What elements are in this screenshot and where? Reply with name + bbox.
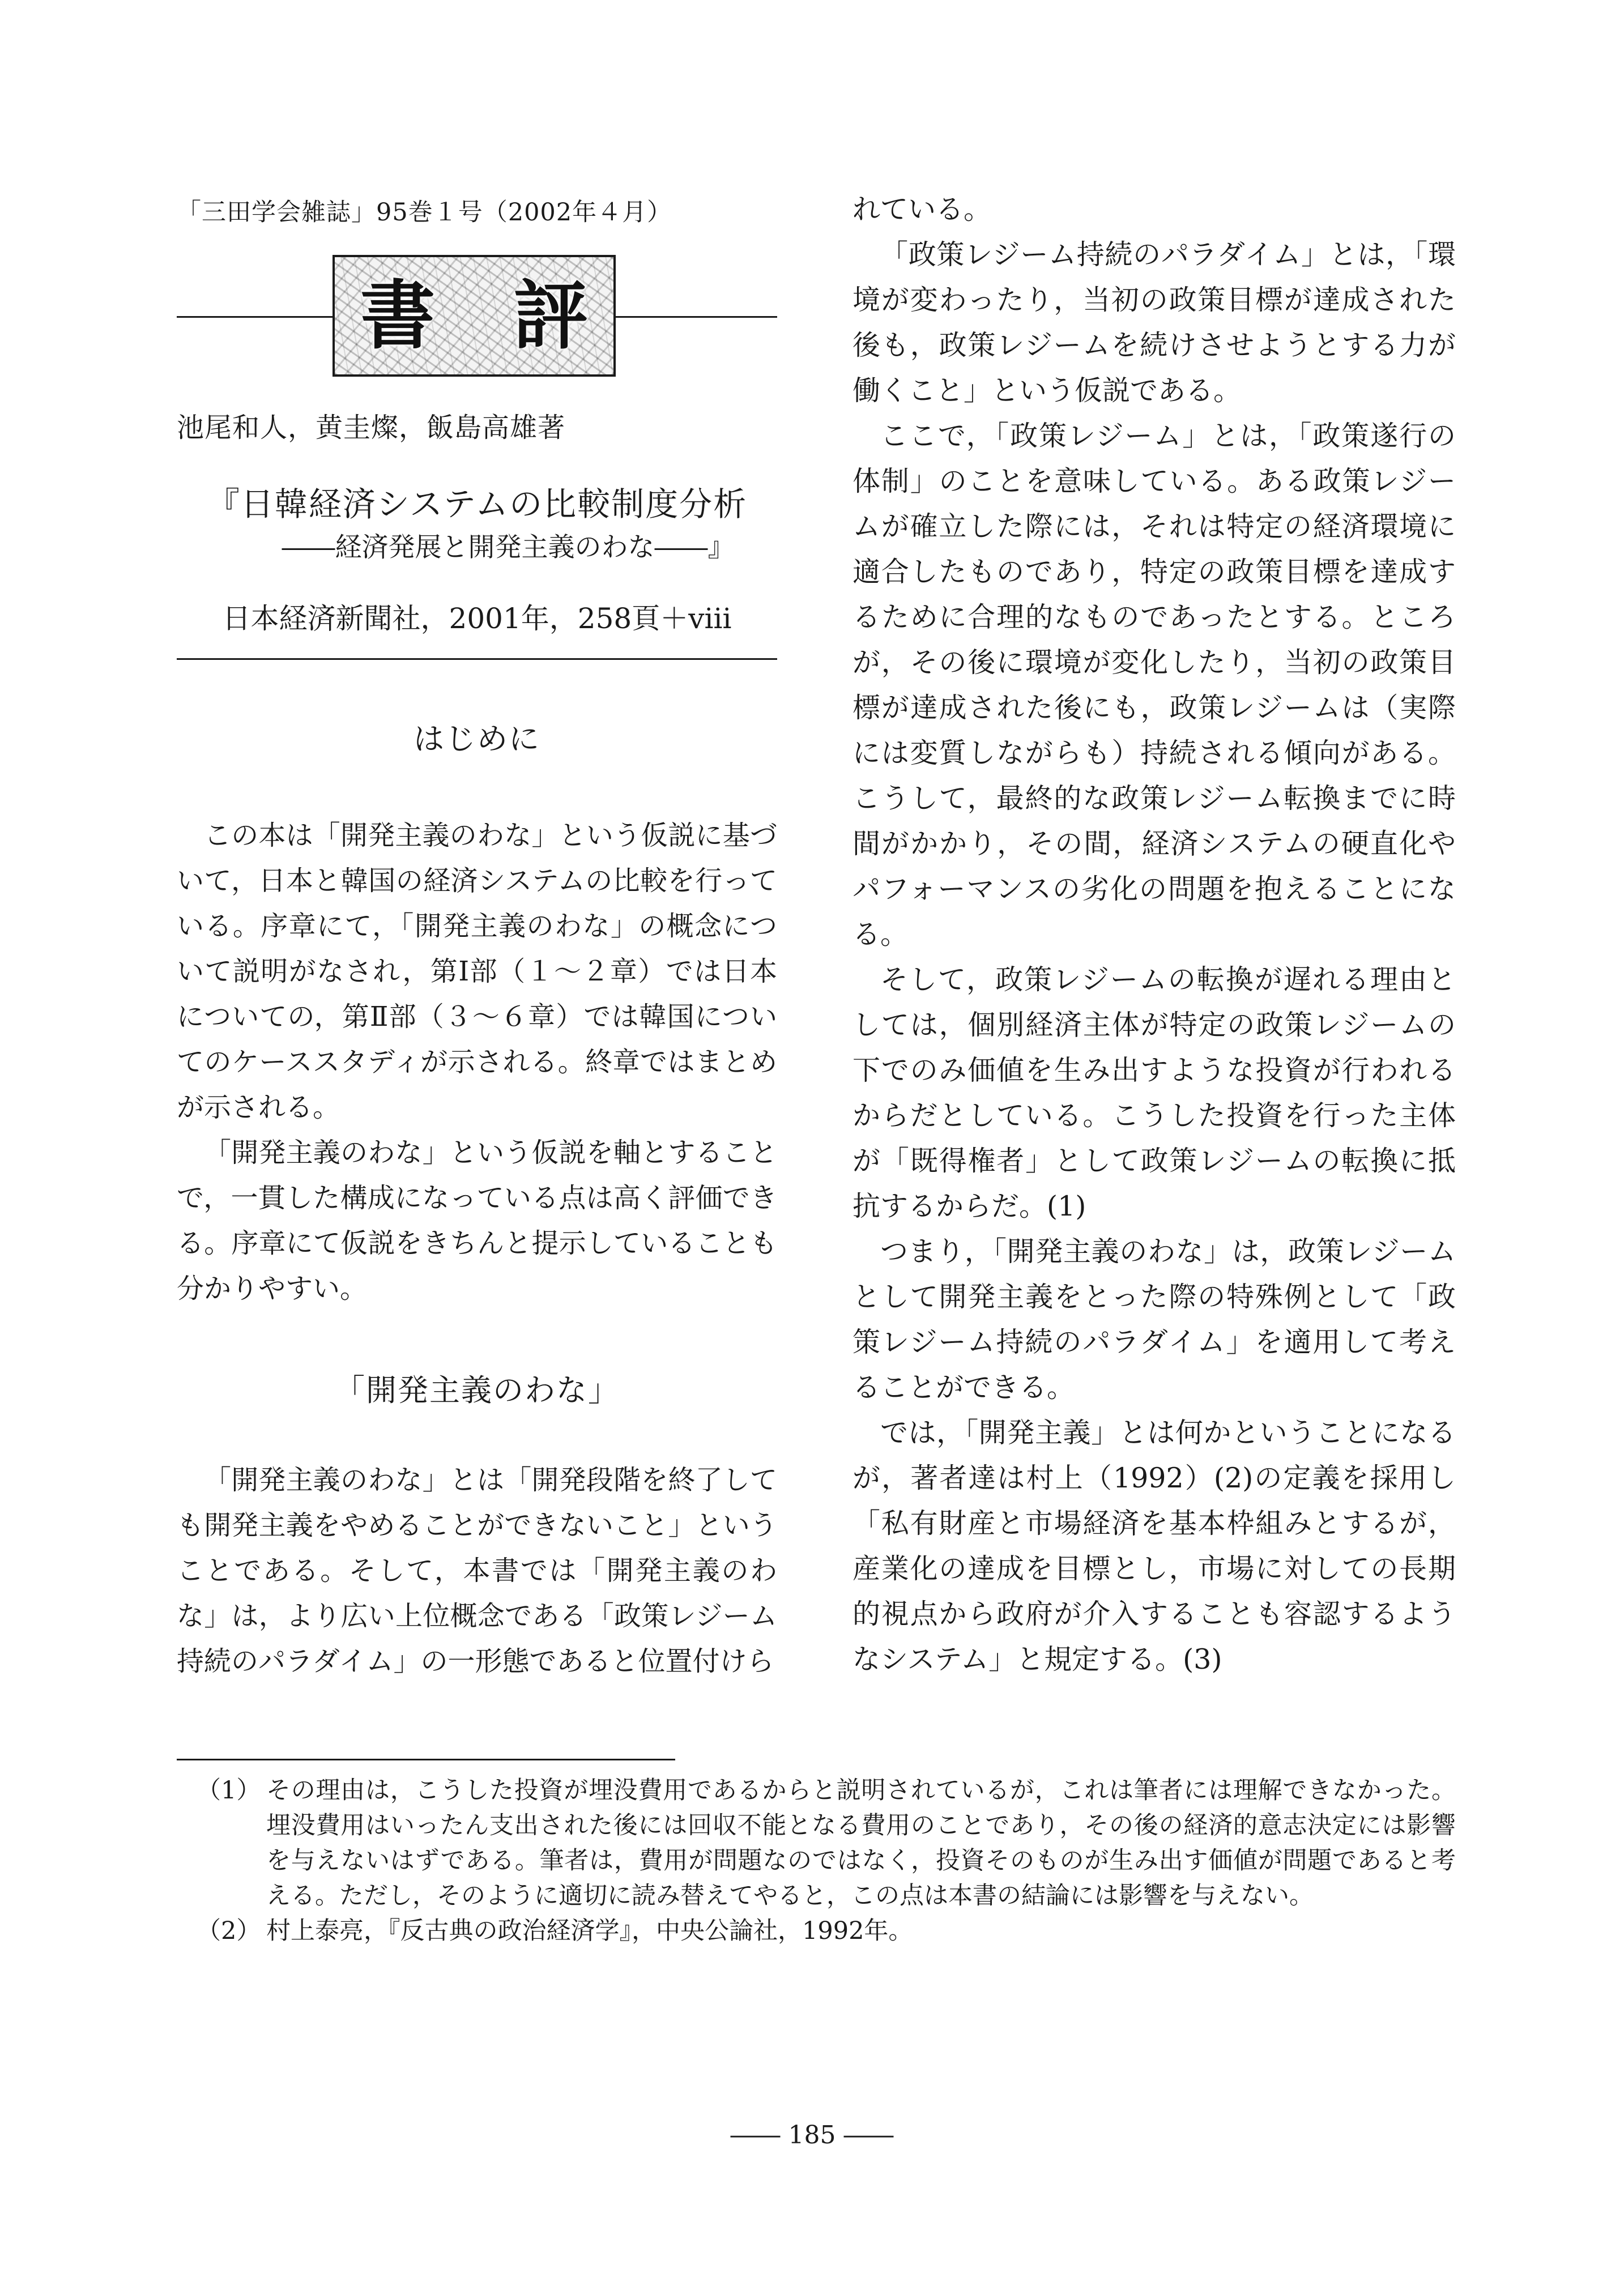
footnote-divider [177,1759,675,1760]
continued-paragraph: れている。 [853,193,992,225]
regime-paragraph: ここで，「政策レジーム」とは，「政策遂行の体制」のことを意味している。ある政策レジームが確立した際には，それは特定の経済環境に適合したものであり，特定の政策目標を達成するために合理的なものであったとする。ところが，その後に環境が変化したり，当初の政策目標が達成された後にも，政策レジームは（実際には変質しながらも）持続される傾向がある。こうして，最終的な政策レジーム転換までに時間がかかり，その間，経済システムの硬直化やパフォーマンスの劣化の問題を抱えることになる。 [853,420,1456,950]
book-authors: 池尾和人，黄圭燦，飯島高雄著 [177,412,566,444]
developmentalism-definition-paragraph: では，「開発主義」とは何かということになるが，著者達は村上（1992）(2)の定義を採用し「私有財産と市場経済を基本枠組みとするが，産業化の達成を目標とし，市場に対しての長期的視点から政府が介入することも容認するようなシステム」と規定する。(3) [853,1417,1456,1675]
footnote-1-text: その理由は，こうした投資が埋没費用であるからと説明されているが，これは筆者には理解できなかった。埋没費用はいったん支出された後には回収不能となる費用のことであり，その後の経済的意志決定には影響を与えないはずである。筆者は，費用が問題なのではなく，投資そのものが生み出す価値が問題であると考える。ただし，そのように適切に読み替えてやると，この点は本書の結論には影響を与えない。 [266,1776,1456,1910]
special-case-paragraph: つまり，「開発主義のわな」は，政策レジームとして開発主義をとった際の特殊例として「政策レジーム持続のパラダイム」を適用して考えることができる。 [853,1235,1456,1404]
book-review-heading [355,269,593,363]
section-heading-banner [177,255,777,380]
footnote-2-mark: （2） [197,1917,261,1945]
heading-char-2: 評 [513,271,588,360]
footnote-2 [177,1913,1456,1948]
book-title: 『日韓経済システムの比較制度分析 [206,485,748,523]
intro-paragraph-1: この本は「開発主義のわな」という仮説に基づいて，日本と韓国の経済システムの比較を行っている。序章にて，「開発主義のわな」の概念について説明がなされ，第Ⅰ部（１～２章）では日本についての，第Ⅱ部（３～６章）では韓国についてのケーススタディが示される。終章ではまとめが示される。 [177,820,777,1123]
footnote-1-mark: （1） [197,1776,261,1805]
intro-paragraph-2: 「開発主義のわな」という仮説を軸とすることで，一貫した構成になっている点は高く評価できる。序章にて仮説をきちんと提示していることも分かりやすい。 [177,1137,777,1304]
header-divider [177,658,777,660]
heading-rule-right [616,316,777,318]
footnote-2-text: 村上泰亮，『反古典の政治経済学』，中央公論社，1992年。 [266,1917,913,1945]
page-number: ―― 185 ―― [730,2121,894,2150]
paradigm-paragraph: 「政策レジーム持続のパラダイム」とは，「環境が変わったり，当初の政策目標が達成された後も，政策レジームを続けさせようとする力が働くこと」という仮説である。 [853,238,1456,407]
book-subtitle: ――経済発展と開発主義のわな――』 [282,532,735,563]
left-column [177,187,777,1684]
delay-reason-paragraph: そして，政策レジームの転換が遅れる理由としては，個別経済主体が特定の政策レジームの下でのみ価値を生み出すような投資が行われるからだとしている。こうした投資を行った主体が「既得権者」として政策レジームの転換に抵抗するからだ。(1) [853,963,1456,1222]
heading-rule-left [177,316,333,318]
right-column [853,187,1456,1682]
heading-char-1: 書 [360,271,435,360]
footnotes [177,1773,1456,1948]
journal-citation: 「三田学会雑誌」95巻１号（2002年４月） [177,198,672,227]
publisher-info: 日本経済新聞社，2001年，258頁＋viii [222,602,732,635]
trap-paragraph: 「開発主義のわな」とは「開発段階を終了しても開発主義をやめることができないこと」ということである。そして，本書では「開発主義のわな」は，より広い上位概念である「政策レジーム持続のパラダイム」の一形態であると位置付けら [177,1464,777,1677]
section-title-development-trap: 「開発主義のわな」 [334,1372,620,1408]
footnote-1 [177,1773,1456,1913]
book-review-heading-box [333,255,616,377]
section-title-introduction: はじめに [414,721,540,757]
